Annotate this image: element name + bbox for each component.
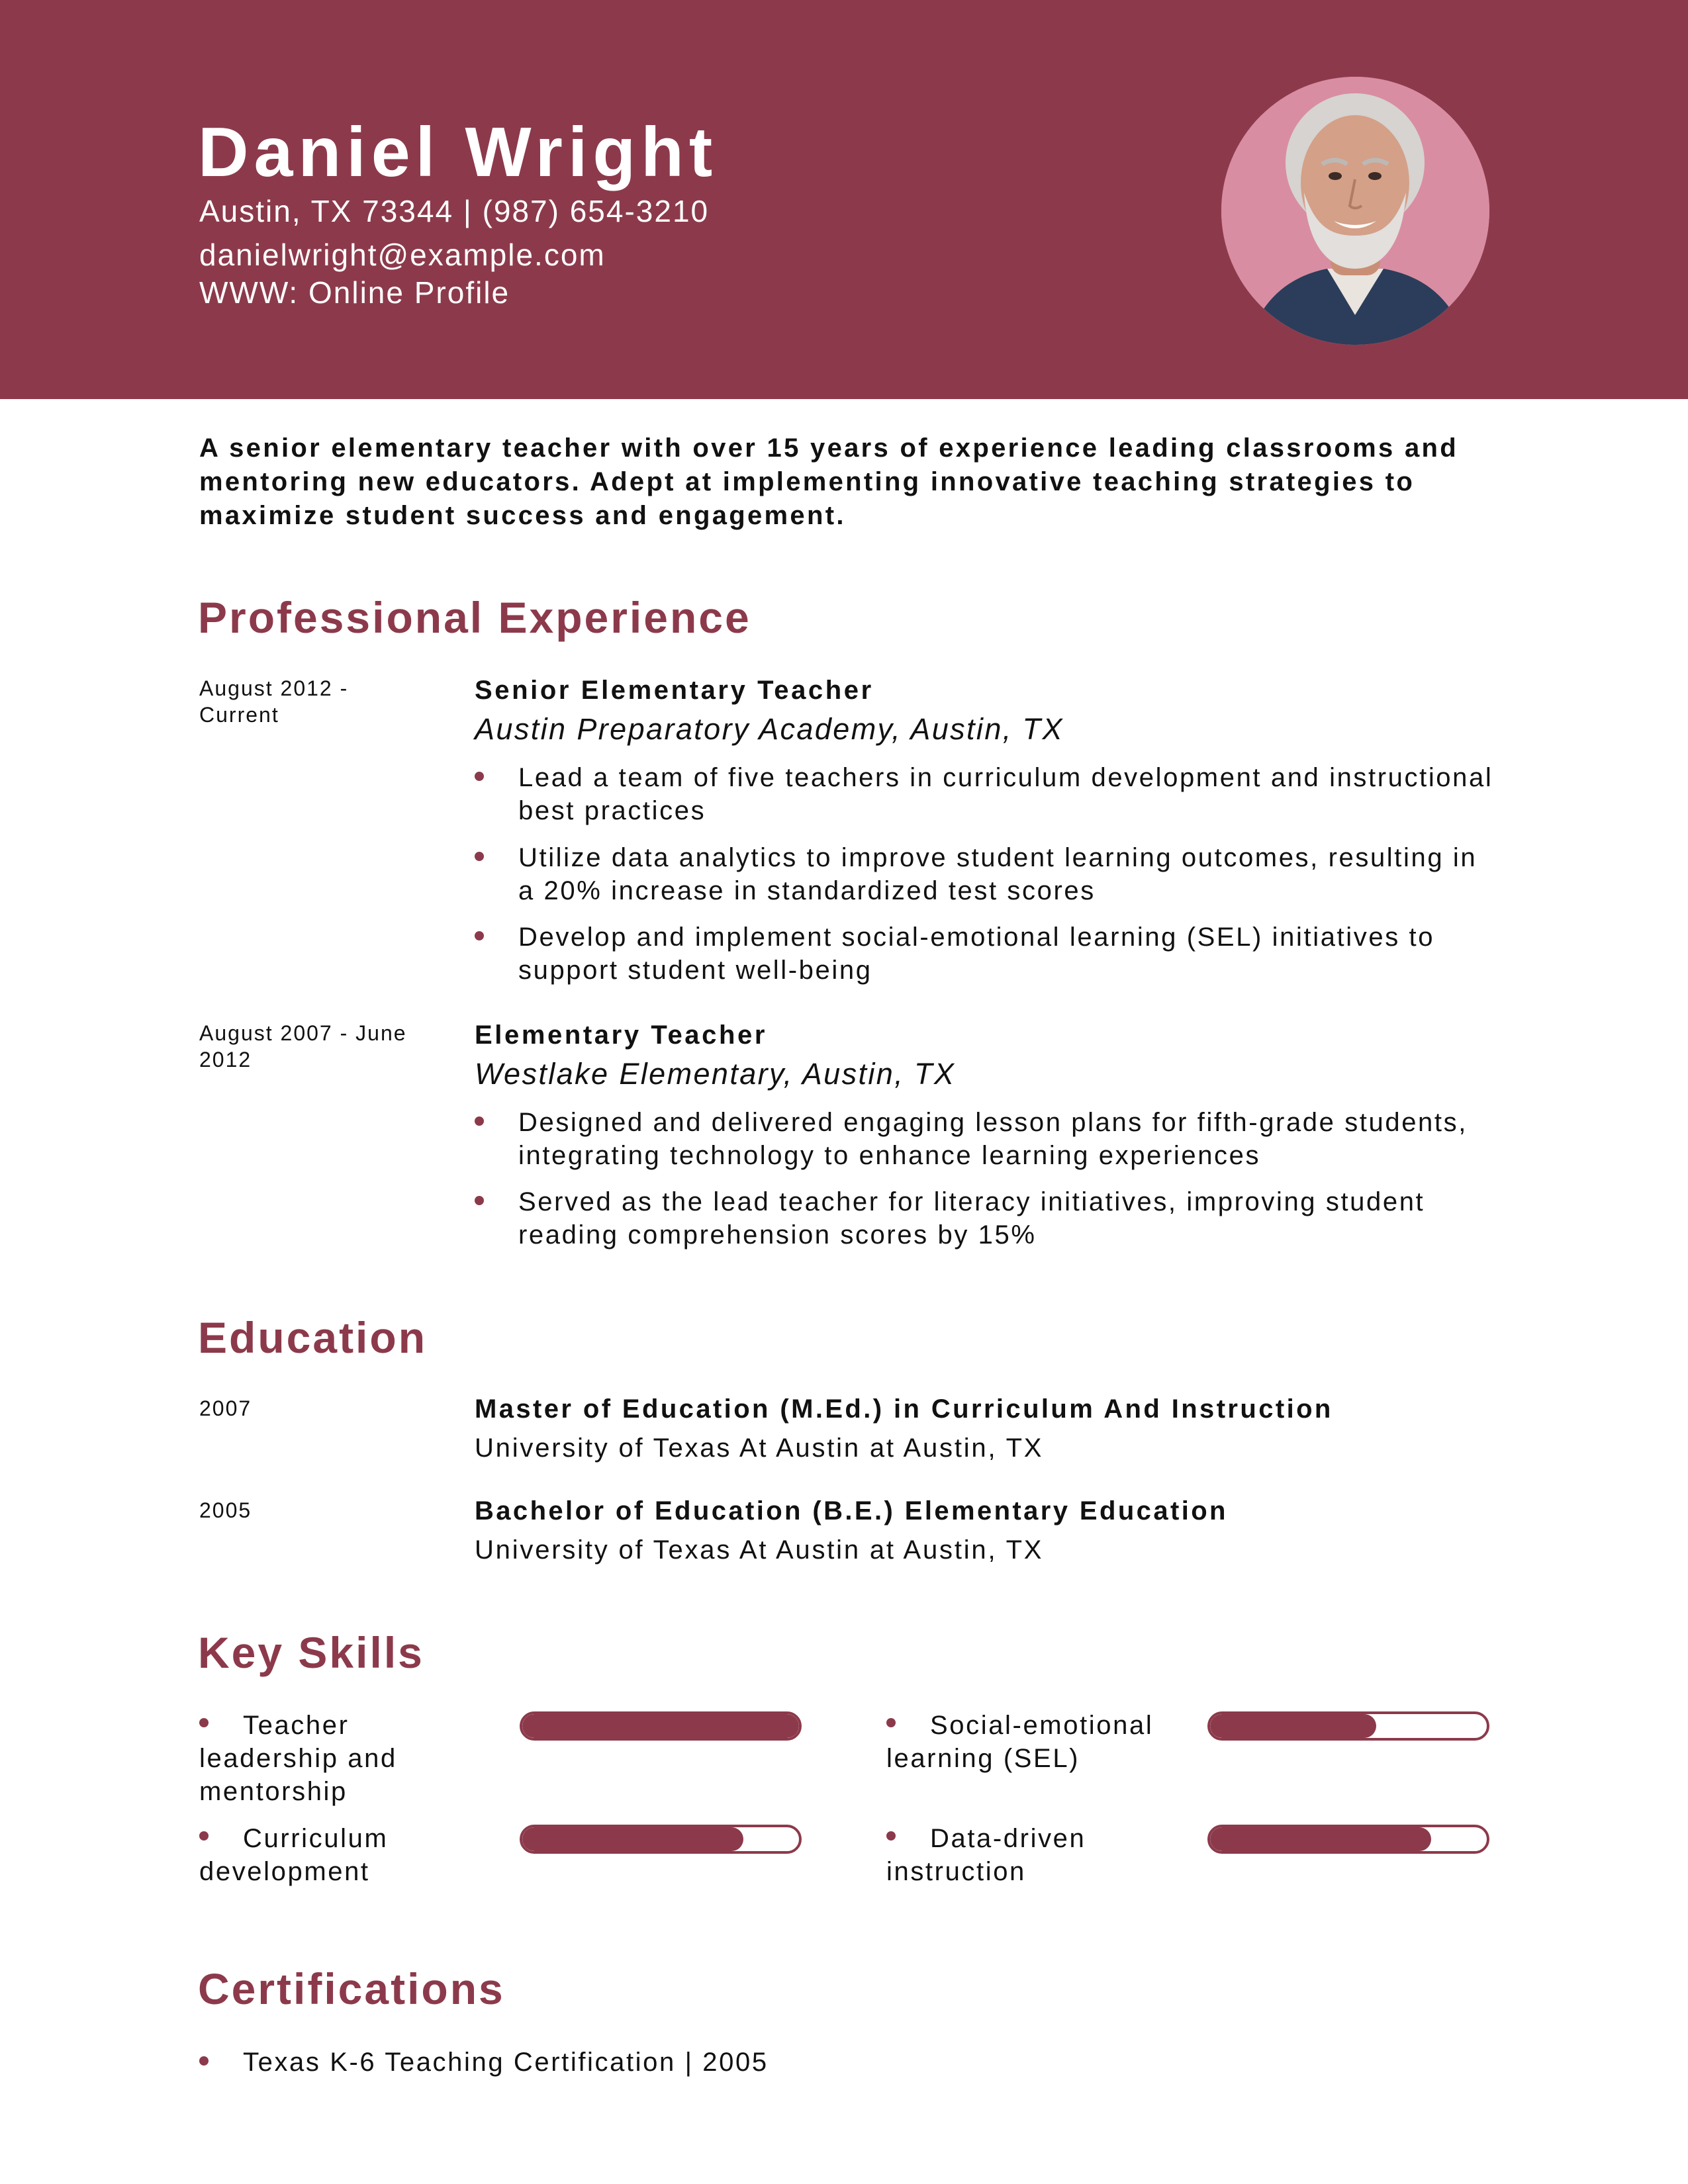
location-phone: Austin, TX 73344 | (987) 654-3210 bbox=[199, 194, 710, 228]
job-title: Senior Elementary Teacher bbox=[475, 676, 874, 705]
education-year: 2005 bbox=[199, 1498, 252, 1522]
online-profile-link[interactable]: WWW: Online Profile bbox=[199, 275, 510, 310]
professional-summary: A senior elementary teacher with over 15 years of experience leading classrooms and mentoring new educators. Adept at implementing innovative teaching strategies to maximize student success and engagement. bbox=[199, 433, 1459, 530]
list-item: Lead a team of five teachers in curriculum development and instructional best practices bbox=[475, 761, 1501, 827]
bullet-icon bbox=[199, 2056, 209, 2066]
header-banner bbox=[0, 0, 1688, 399]
job-title: Elementary Teacher bbox=[475, 1021, 768, 1050]
skill-level-fill bbox=[522, 1714, 799, 1738]
skill-level-fill bbox=[522, 1827, 743, 1851]
section-title-skills: Key Skills bbox=[198, 1628, 424, 1677]
bullet-icon bbox=[199, 1831, 209, 1841]
bullet-icon bbox=[886, 1718, 896, 1727]
skill-level-fill bbox=[1210, 1714, 1376, 1738]
bullet-icon bbox=[475, 931, 484, 940]
list-item: Develop and implement social-emotional learning (SEL) initiatives to support student well-being bbox=[475, 921, 1501, 987]
skill-label: Data-driven instruction bbox=[886, 1824, 1086, 1886]
school: University of Texas At Austin at Austin, TX bbox=[475, 1535, 1044, 1565]
section-title-certifications: Certifications bbox=[198, 1964, 505, 2013]
degree: Bachelor of Education (B.E.) Elementary Education bbox=[475, 1496, 1228, 1525]
bullet-icon bbox=[475, 852, 484, 861]
candidate-name: Daniel Wright bbox=[198, 113, 718, 191]
education-year: 2007 bbox=[199, 1396, 252, 1420]
bullet-icon bbox=[199, 1718, 209, 1727]
bullet-icon bbox=[475, 1196, 484, 1205]
bullet-icon bbox=[475, 772, 484, 781]
skill-label: Social-emotional learning (SEL) bbox=[886, 1711, 1154, 1773]
skill-level-bar bbox=[520, 1711, 802, 1741]
bullet-icon bbox=[475, 1116, 484, 1126]
list-item: Utilize data analytics to improve student learning outcomes, resulting in a 20% increase in standardized test scores bbox=[475, 841, 1501, 907]
experience-dates: August 2012 - Current bbox=[199, 676, 349, 727]
skill-label: Curriculum development bbox=[199, 1824, 389, 1886]
degree: Master of Education (M.Ed.) in Curriculum And Instruction bbox=[475, 1394, 1333, 1424]
list-item: Designed and delivered engaging lesson plans for fifth-grade students, integrating technology to enhance learning experiences bbox=[475, 1106, 1501, 1172]
skill-level-fill bbox=[1210, 1827, 1431, 1851]
experience-dates: August 2007 - June 2012 bbox=[199, 1021, 407, 1071]
bullet-icon bbox=[886, 1831, 896, 1841]
list-item: Served as the lead teacher for literacy initiatives, improving student reading comprehension scores by 15% bbox=[475, 1185, 1501, 1251]
avatar-portrait bbox=[1221, 77, 1489, 345]
employer: Westlake Elementary, Austin, TX bbox=[475, 1057, 956, 1091]
profile-photo bbox=[1221, 77, 1489, 345]
employer: Austin Preparatory Academy, Austin, TX bbox=[475, 712, 1064, 746]
skill-level-bar bbox=[520, 1825, 802, 1854]
skill-level-bar bbox=[1207, 1711, 1489, 1741]
school: University of Texas At Austin at Austin, TX bbox=[475, 1433, 1044, 1463]
email-link[interactable]: danielwright@example.com bbox=[199, 238, 606, 272]
section-title-education: Education bbox=[198, 1313, 428, 1362]
section-title-experience: Professional Experience bbox=[198, 593, 751, 642]
list-item: Texas K-6 Teaching Certification | 2005 bbox=[199, 2046, 1192, 2079]
skill-label: Teacher leadership and mentorship bbox=[199, 1711, 397, 1806]
skill-level-bar bbox=[1207, 1825, 1489, 1854]
